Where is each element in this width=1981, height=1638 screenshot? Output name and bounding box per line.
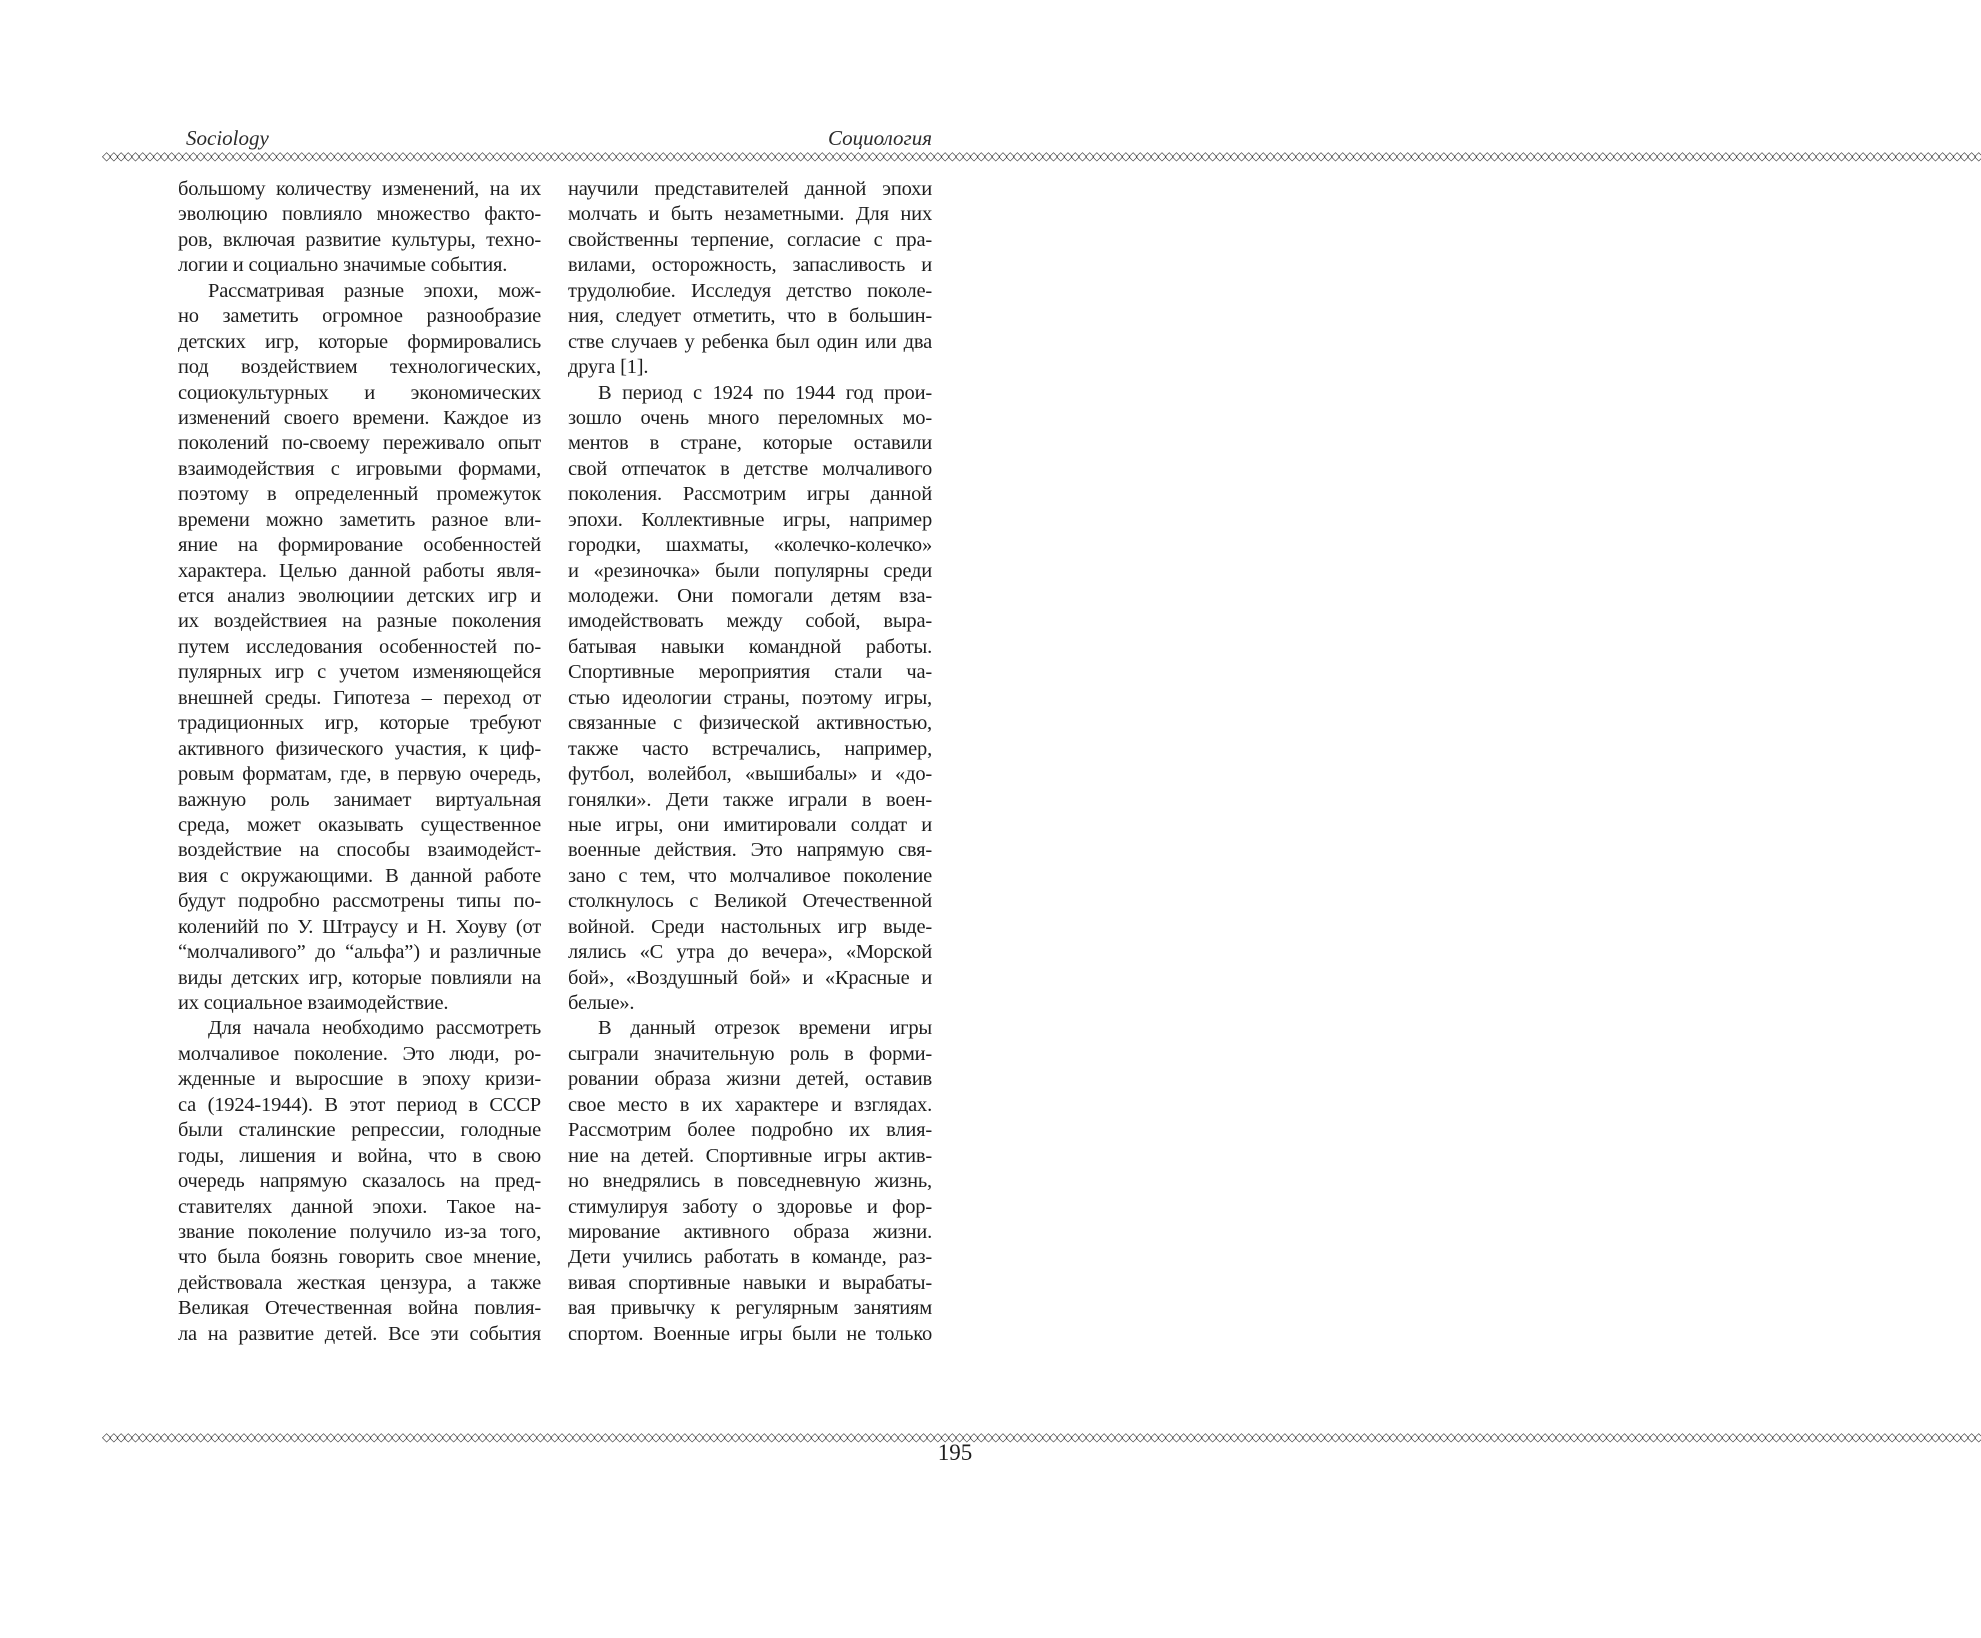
running-head-right: Социология [828,126,932,150]
ornamental-border-bottom: ◇◇◇◇◇◇◇◇◇◇◇◇◇◇◇◇◇◇◇◇◇◇◇◇◇◇◇◇◇◇◇◇◇◇◇◇◇◇◇◇◇◇◇◇◇◇◇◇◇◇◇◇◇◇◇◇◇◇◇◇◇◇◇◇◇◇◇◇◇◇◇◇◇◇◇◇◇◇◇◇◇◇◇◇◇◇◇◇◇◇◇◇◇◇◇◇◇◇◇◇◇◇◇◇◇◇◇◇◇◇◇◇◇◇◇◇◇◇◇◇◇◇◇◇◇◇◇◇◇◇◇◇◇◇◇◇◇◇◇◇◇◇◇◇◇◇◇◇◇◇◇◇◇◇◇◇◇◇◇◇◇◇◇◇◇◇◇◇◇◇◇◇◇◇◇◇◇◇◇◇◇◇◇◇◇◇◇◇◇◇◇◇◇◇◇◇◇◇◇◇◇◇◇◇◇◇◇◇◇◇◇◇◇◇◇◇◇◇◇◇◇◇◇◇◇◇◇◇◇◇◇◇◇◇◇◇◇◇◇◇◇◇◇◇◇◇◇◇◇◇◇◇◇◇◇◇◇◇◇◇ [102,1430,1981,1444]
text-line: очередь напрямую сказалось на пред- [178,1170,541,1193]
text-line: были сталинские репрессии, голодные [178,1119,541,1142]
text-line: ров, включая развитие культуры, техно- [178,228,541,251]
text-line: военные действия. Это напрямую свя- [568,839,932,862]
text-line: под воздействием технологических, [178,356,541,379]
text-line: стью идеологии страны, поэтому игры, [568,686,932,709]
text-line: логии и социально значимые события. [178,254,508,277]
text-line: связанные с физической активностью, [568,712,932,735]
text-line: зано с тем, что молчаливое поколение [568,864,932,887]
text-line: стве случаев у ребенка был один или два [568,330,932,353]
text-line: батывая навыки командной работы. [568,635,932,658]
text-line: трудолюбие. Исследуя детство поколе- [568,279,932,302]
text-line: ровым форматам, где, в первую очередь, [178,763,541,786]
text-line: годы, лишения и война, что в свою [178,1144,541,1167]
text-line: свой отпечаток в детстве молчаливого [568,457,932,480]
text-line: зошло очень много переломных мо- [568,406,932,429]
text-line: научили представителей данной эпохи [568,178,932,200]
text-line: ние на детей. Спортивные игры актив- [568,1144,932,1167]
text-line: времени можно заметить разное вли- [178,508,541,531]
text-line: В период с 1924 по 1944 год прои- [598,381,932,404]
text-line: гонялки». Дети также играли в воен- [568,788,932,811]
text-line: важную роль занимает виртуальная [178,788,541,811]
text-line: войной. Среди настольных игр выде- [568,915,932,938]
text-line: белые». [568,992,635,1014]
text-line: поколения. Рассмотрим игры данной [568,483,932,506]
text-line: городки, шахматы, «колечко-колечко» [568,534,932,557]
running-head-left: Sociology [186,126,269,150]
text-line: жденные и выросшие в эпоху кризи- [178,1068,541,1091]
text-line: вия с окружающими. В данной работе [178,864,541,887]
text-line: ровании образа жизни детей, оставив [568,1068,932,1091]
text-line: столкнулось с Великой Отечественной [568,890,932,913]
text-column-right [568,177,932,1347]
page-number: 195 [937,1440,973,1465]
text-line: са (1924-1944). В этот период в СССР [178,1093,541,1116]
text-line: эпохи. Коллективные игры, например [568,508,932,531]
text-line: молчать и быть незаметными. Для них [568,203,932,226]
text-line: стимулируя заботу о здоровье и фор- [568,1195,932,1218]
text-line: имодействовать между собой, выра- [568,610,932,633]
text-line: их социальное взаимодействие. [178,992,449,1014]
text-line: эволюцию повлияло множество факто- [178,203,541,226]
text-line: но внедрялись в повседневную жизнь, [568,1170,932,1193]
text-line: ментов в стране, которые оставили [568,432,932,455]
text-line: звание поколение получило из-за того, [178,1220,541,1243]
text-line: традиционных игр, которые требуют [178,712,541,735]
text-line: также часто встречались, например, [568,737,932,760]
text-line: ния, следует отметить, что в большин- [568,305,932,328]
text-line: друга [1]. [568,356,649,379]
text-line: мирование активного образа жизни. [568,1220,932,1243]
text-line: путем исследования особенностей по- [178,635,541,658]
text-line: В данный отрезок времени игры [598,1017,932,1040]
text-line: коленийй по У. Штраусу и Н. Хоуву (от [178,915,541,938]
text-line: спортом. Военные игры были не только [568,1322,932,1345]
text-line: что была боязнь говорить свое мнение, [178,1246,541,1269]
text-line: свое место в их характере и взглядах. [568,1093,932,1116]
text-line: поэтому в определенный промежуток [178,483,541,506]
text-line: футбол, волейбол, «вышибалы» и «до- [568,763,932,786]
text-line: Рассматривая разные эпохи, мож- [208,279,541,302]
text-line: молодежи. Они помогали детям вза- [568,585,932,607]
text-line: Великая Отечественная война повлия- [178,1297,541,1320]
text-line: Дети учились работать в команде, раз- [568,1246,932,1269]
text-line: их воздействиея на разные поколения [178,610,541,633]
text-line: ла на развитие детей. Все эти события [178,1322,541,1345]
text-line: свойственны терпение, согласие с пра- [568,228,932,251]
text-body [178,177,932,1347]
text-line: характера. Целью данной работы явля- [178,559,541,582]
text-line: вая привычку к регулярным занятиям [568,1297,932,1320]
ornamental-border-top: ◇◇◇◇◇◇◇◇◇◇◇◇◇◇◇◇◇◇◇◇◇◇◇◇◇◇◇◇◇◇◇◇◇◇◇◇◇◇◇◇◇◇◇◇◇◇◇◇◇◇◇◇◇◇◇◇◇◇◇◇◇◇◇◇◇◇◇◇◇◇◇◇◇◇◇◇◇◇◇◇◇◇◇◇◇◇◇◇◇◇◇◇◇◇◇◇◇◇◇◇◇◇◇◇◇◇◇◇◇◇◇◇◇◇◇◇◇◇◇◇◇◇◇◇◇◇◇◇◇◇◇◇◇◇◇◇◇◇◇◇◇◇◇◇◇◇◇◇◇◇◇◇◇◇◇◇◇◇◇◇◇◇◇◇◇◇◇◇◇◇◇◇◇◇◇◇◇◇◇◇◇◇◇◇◇◇◇◇◇◇◇◇◇◇◇◇◇◇◇◇◇◇◇◇◇◇◇◇◇◇◇◇◇◇◇◇◇◇◇◇◇◇◇◇◇◇◇◇◇◇◇◇◇◇◇◇◇◇◇◇◇◇◇◇◇◇◇◇◇◇◇◇◇◇◇◇◇◇◇◇ [102,149,1981,163]
text-line: взаимодействия с игровыми формами, [178,457,541,480]
text-line: вилами, осторожность, запасливость и [568,254,932,277]
text-line: ные игры, они имитировали солдат и [568,813,932,836]
text-line: социокультурных и экономических [178,381,541,404]
text-line: бой», «Воздушный бой» и «Красные и [568,966,932,989]
text-line: поколений по-своему переживало опыт [178,432,541,455]
text-line: вивая спортивные навыки и вырабаты- [568,1271,932,1294]
text-line: и «резиночка» были популярны среди [568,559,932,582]
text-line: Спортивные мероприятия стали ча- [568,661,932,684]
text-line: изменений своего времени. Каждое из [178,406,541,429]
text-line: действовала жесткая цензура, а также [178,1271,541,1294]
text-line: пулярных игр с учетом изменяющейся [178,661,541,684]
text-line: лялись «С утра до вечера», «Морской [568,941,932,964]
text-line: яние на формирование особенностей [178,534,541,557]
text-line: молчаливое поколение. Это люди, ро- [178,1042,541,1065]
text-line: внешней среды. Гипотеза – переход от [178,686,541,709]
text-line: большому количеству изменений, на их [178,178,541,200]
text-line: сыграли значительную роль в форми- [568,1042,932,1065]
text-line: активного физического участия, к циф- [178,737,541,760]
text-column-left [178,177,541,1347]
text-line: виды детских игр, которые повлияли на [178,966,541,989]
text-line: детских игр, которые формировались [178,330,541,353]
text-line: Для начала необходимо рассмотреть [208,1017,541,1040]
text-line: “молчаливого” до “альфа”) и различные [178,941,541,964]
text-line: Рассмотрим более подробно их влия- [568,1119,932,1142]
text-line: ется анализ эволюциии детских игр и [178,585,541,607]
text-line: среда, может оказывать существенное [178,813,541,836]
text-line: воздействие на способы взаимодейст- [178,839,541,862]
text-line: ставителях данной эпохи. Такое на- [178,1195,541,1218]
text-line: но заметить огромное разнообразие [178,305,541,328]
text-line: будут подробно рассмотрены типы по- [178,890,541,913]
